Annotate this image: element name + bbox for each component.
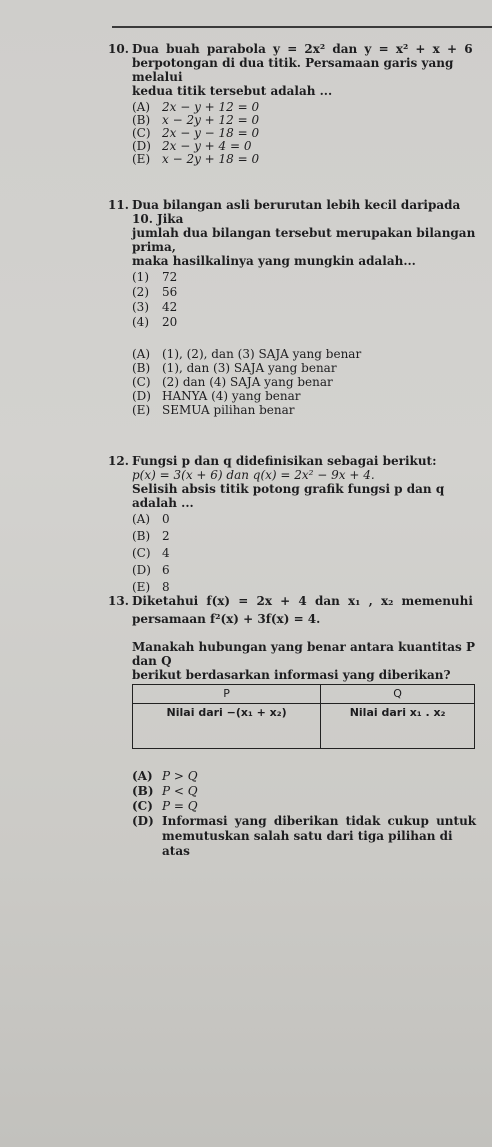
quantity-comparison-table bbox=[132, 684, 475, 749]
answer-option-a[interactable]: (A) 2x − y + 12 = 0 bbox=[132, 100, 260, 114]
answer-option-d[interactable]: (D) Informasi yang diberikan tidak cukup untuk bbox=[132, 814, 477, 828]
question-text-line: kedua titik tersebut adalah ... bbox=[132, 84, 333, 98]
answer-option-a[interactable]: (A) (1), (2), dan (3) SAJA yang benar bbox=[132, 347, 362, 361]
answer-option-a[interactable]: (A) 0 bbox=[132, 512, 170, 526]
question-10 bbox=[110, 42, 480, 166]
question-text-line: Selisih absis titik potong grafik fungsi p dan q adalah ... bbox=[132, 482, 445, 510]
question-text-line: persamaan f²(x) + 3f(x) = 4. bbox=[132, 612, 321, 626]
question-13 bbox=[110, 594, 480, 859]
answer-options bbox=[132, 513, 480, 598]
question-12 bbox=[110, 454, 480, 598]
statement-item: (1) 72 bbox=[132, 270, 178, 284]
answer-option-a[interactable]: (A) P > Q bbox=[132, 769, 198, 783]
question-text-line: berpotongan di dua titik. Persamaan garis yang melalui bbox=[132, 56, 454, 84]
question-number: 12. bbox=[108, 454, 129, 468]
question-text-line: Dua buah parabola y = 2x² dan y = x² + x + 6 bbox=[132, 42, 473, 56]
question-text-line: maka hasilkalinya yang mungkin adalah... bbox=[132, 254, 416, 268]
question-text-line: Manakah hubungan yang benar antara kuantitas P dan Q bbox=[132, 640, 475, 668]
statement-item: (3) 42 bbox=[132, 300, 178, 314]
table-header-p: P bbox=[133, 685, 321, 704]
answer-option-d-continued: memutuskan salah satu dari tiga pilihan di atas bbox=[162, 829, 453, 858]
question-text-line: jumlah dua bilangan tersebut merupakan bilangan prima, bbox=[132, 226, 476, 254]
answer-option-b[interactable]: (B) x − 2y + 12 = 0 bbox=[132, 113, 260, 127]
answer-options bbox=[132, 101, 480, 166]
answer-option-e[interactable]: (E) 8 bbox=[132, 580, 170, 594]
answer-options bbox=[132, 348, 480, 418]
answer-option-b[interactable]: (B) P < Q bbox=[132, 784, 198, 798]
question-text-line: p(x) = 3(x + 6) dan q(x) = 2x² − 9x + 4. bbox=[132, 468, 375, 482]
pq-table-wrap bbox=[132, 684, 480, 749]
question-text-line: Diketahui f(x) = 2x + 4 dan x₁ , x₂ memenuhi bbox=[132, 594, 473, 608]
question-number: 13. bbox=[108, 594, 129, 608]
statement-list bbox=[132, 270, 480, 330]
answer-option-e[interactable]: (E) x − 2y + 18 = 0 bbox=[132, 152, 260, 166]
question-number: 10. bbox=[108, 42, 129, 56]
question-11 bbox=[110, 198, 480, 418]
question-text-line: Dua bilangan asli berurutan lebih kecil daripada 10. Jika bbox=[132, 198, 461, 226]
answer-option-c[interactable]: (C) P = Q bbox=[132, 799, 198, 813]
answer-options bbox=[132, 769, 480, 859]
answer-option-e[interactable]: (E) SEMUA pilihan benar bbox=[132, 403, 295, 417]
answer-option-c[interactable]: (C) (2) dan (4) SAJA yang benar bbox=[132, 375, 333, 389]
answer-option-d[interactable]: (D) 6 bbox=[132, 563, 170, 577]
question-text-line: berikut berdasarkan informasi yang diberikan? bbox=[132, 668, 451, 682]
answer-option-c[interactable]: (C) 2x − y − 18 = 0 bbox=[132, 126, 260, 140]
table-cell-p: Nilai dari −(x₁ + x₂) bbox=[133, 704, 321, 749]
answer-option-d[interactable]: (D) HANYA (4) yang benar bbox=[132, 389, 301, 403]
statement-item: (4) 20 bbox=[132, 315, 178, 329]
answer-option-b[interactable]: (B) (1), dan (3) SAJA yang benar bbox=[132, 361, 337, 375]
question-text-line: Fungsi p dan q didefinisikan sebagai berikut: bbox=[132, 454, 437, 468]
answer-option-b[interactable]: (B) 2 bbox=[132, 529, 170, 543]
table-cell-q: Nilai dari x₁ . x₂ bbox=[321, 704, 475, 749]
statement-item: (2) 56 bbox=[132, 285, 178, 299]
table-header-q: Q bbox=[321, 685, 475, 704]
answer-option-d[interactable]: (D) 2x − y + 4 = 0 bbox=[132, 139, 252, 153]
question-number: 11. bbox=[108, 198, 129, 212]
answer-option-c[interactable]: (C) 4 bbox=[132, 546, 170, 560]
